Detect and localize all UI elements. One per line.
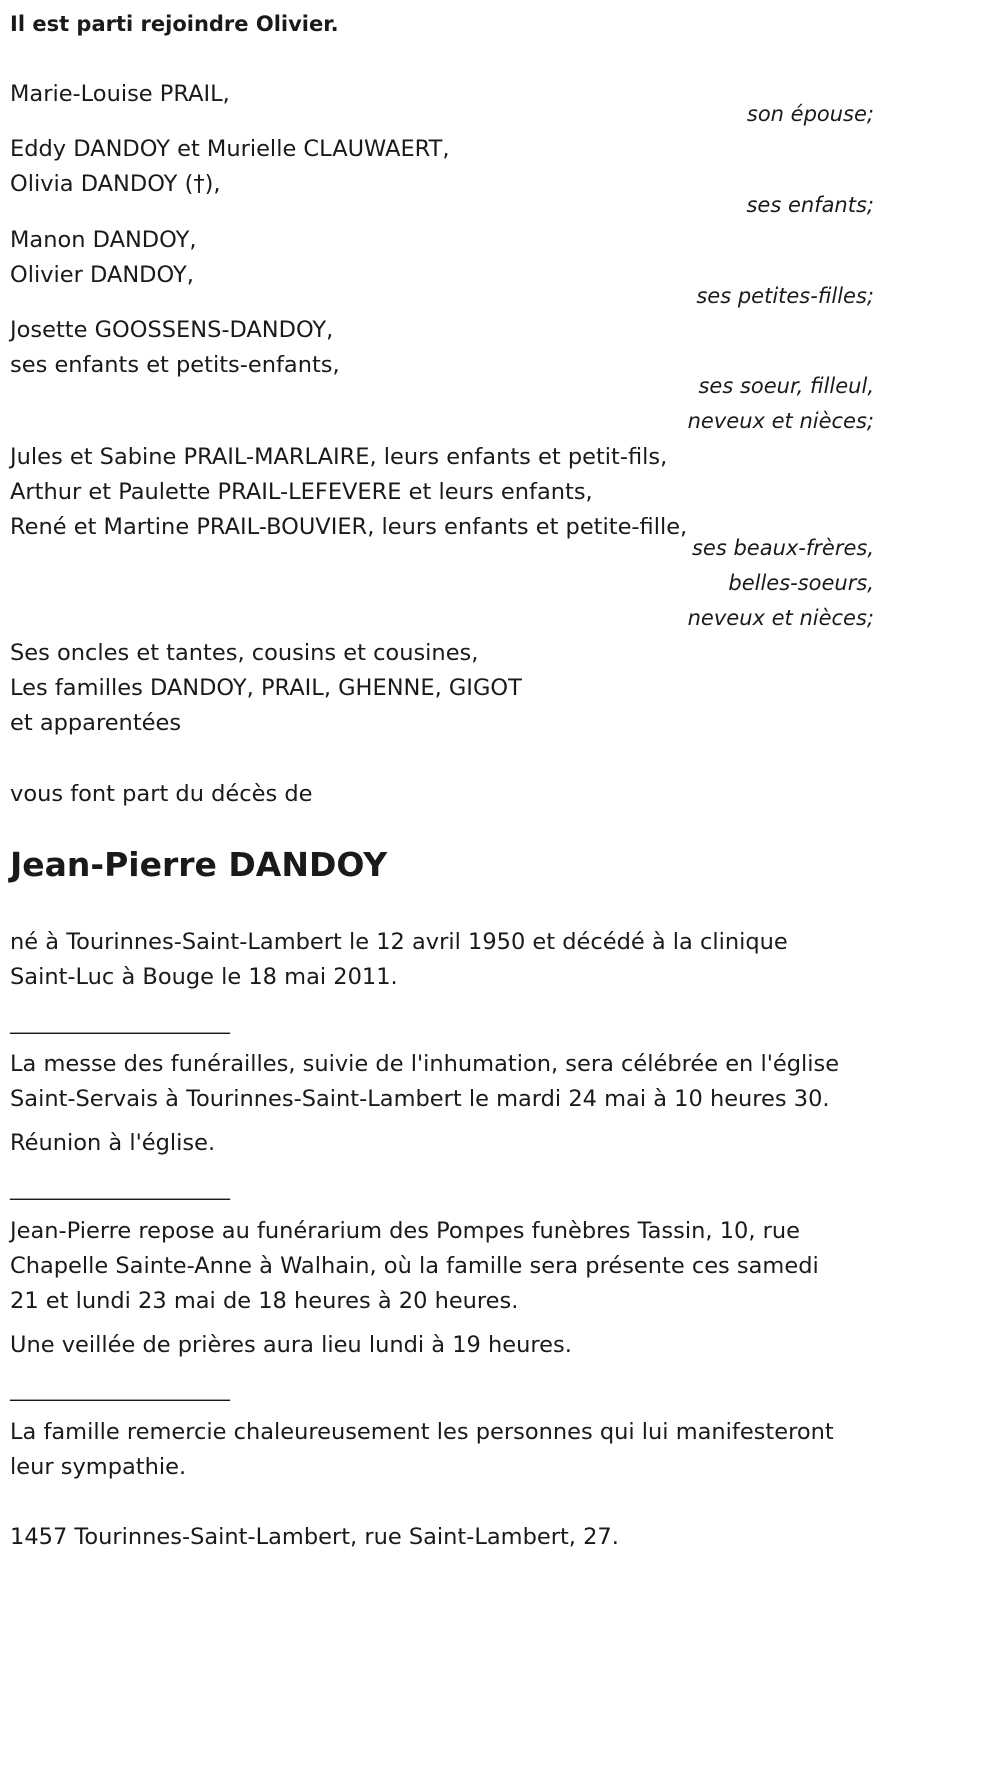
separator: ______________________ — [10, 1010, 230, 1034]
birth-death-line: né à Tourinnes-Saint-Lambert le 12 avril 1950 et décédé à la clinique — [10, 929, 788, 955]
repose-line: Chapelle Sainte-Anne à Walhain, où la famille sera présente ces samedi — [10, 1253, 819, 1279]
relation-label: ses beaux-frères, — [691, 536, 874, 560]
family-line: Jules et Sabine PRAIL-MARLAIRE, leurs enfants et petit-fils, — [10, 444, 668, 470]
family-line: Marie-Louise PRAIL, — [10, 81, 230, 107]
funeral-line: La messe des funérailles, suivie de l'inhumation, sera célébrée en l'église — [10, 1051, 840, 1077]
meeting-line: Réunion à l'église. — [10, 1130, 216, 1156]
relation-label: son épouse; — [746, 102, 874, 126]
birth-death-line: Saint-Luc à Bouge le 18 mai 2011. — [10, 964, 398, 990]
address-line: 1457 Tourinnes-Saint-Lambert, rue Saint-Lambert, 27. — [10, 1524, 619, 1550]
family-line: Manon DANDOY, — [10, 227, 197, 253]
relation-label: neveux et nièces; — [687, 606, 874, 630]
relation-label: belles-soeurs, — [728, 571, 874, 595]
separator: ______________________ — [10, 1176, 230, 1200]
intro-line: Il est parti rejoindre Olivier. — [10, 12, 339, 36]
thanks-line: leur sympathie. — [10, 1454, 187, 1480]
family-line: Olivier DANDOY, — [10, 262, 194, 288]
repose-line: 21 et lundi 23 mai de 18 heures à 20 heures. — [10, 1288, 519, 1314]
others-line: et apparentées — [10, 710, 182, 736]
announcement: vous font part du décès de — [10, 781, 313, 807]
thanks-line: La famille remercie chaleureusement les personnes qui lui manifesteront — [10, 1419, 834, 1445]
others-line: Ses oncles et tantes, cousins et cousines, — [10, 640, 479, 666]
family-line: Josette GOOSSENS-DANDOY, — [10, 317, 334, 343]
relation-label: ses petites-filles; — [696, 284, 874, 308]
funeral-line: Saint-Servais à Tourinnes-Saint-Lambert le mardi 24 mai à 10 heures 30. — [10, 1086, 830, 1112]
vigil-line: Une veillée de prières aura lieu lundi à 19 heures. — [10, 1332, 572, 1358]
deceased-name: Jean-Pierre DANDOY — [10, 845, 388, 884]
family-line: René et Martine PRAIL-BOUVIER, leurs enfants et petite-fille, — [10, 514, 688, 540]
family-line: Eddy DANDOY et Murielle CLAUWAERT, — [10, 136, 450, 162]
separator: ______________________ — [10, 1377, 230, 1401]
relation-label: ses soeur, filleul, — [698, 374, 874, 398]
repose-line: Jean-Pierre repose au funérarium des Pompes funèbres Tassin, 10, rue — [10, 1218, 800, 1244]
family-line: Arthur et Paulette PRAIL-LEFEVERE et leurs enfants, — [10, 479, 593, 505]
relation-label: neveux et nièces; — [687, 409, 874, 433]
family-line: ses enfants et petits-enfants, — [10, 352, 340, 378]
relation-label: ses enfants; — [746, 193, 874, 217]
family-line: Olivia DANDOY (†), — [10, 171, 221, 197]
others-line: Les familles DANDOY, PRAIL, GHENNE, GIGOT — [10, 675, 522, 701]
